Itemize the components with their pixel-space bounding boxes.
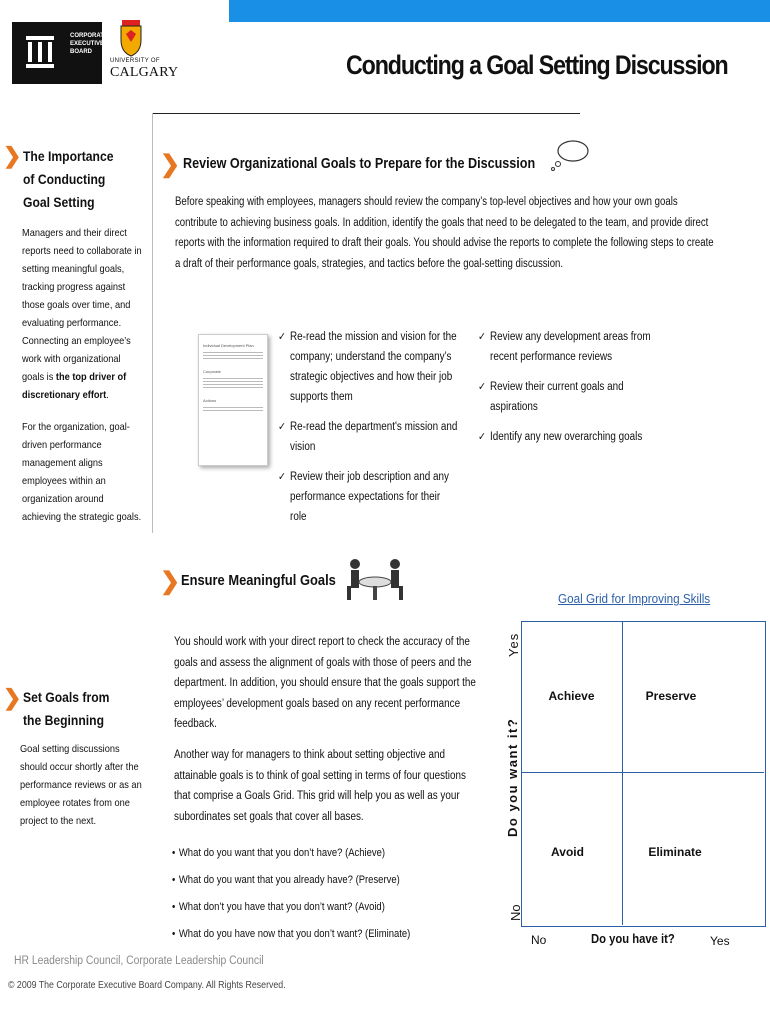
ceb-word-3: BOARD [70,49,92,55]
thumb-rule [203,352,263,353]
ceb-logo-text [68,22,108,84]
bullet-icon: • [172,847,176,859]
check-text: Review their job description and any performance expectations for their role [290,471,449,523]
checkmark-icon: ✓ [478,331,486,343]
check-item [278,467,459,527]
grid-frame [521,621,766,927]
checklist-right [478,327,659,447]
thumb-rule [203,381,263,382]
meaningful-title: Ensure Meaningful Goals [181,572,336,589]
review-title: Review Organizational Goals to Prepare for the Discussion [183,155,536,172]
importance-p1-pre: Managers and their direct reports need to collaborate in setting meaningful goals, tracking progress against those goals over time, and evaluating performance. Connecting an employee’s work with organizational goals is [22,227,142,383]
y-axis-label: Do you want it? [505,717,520,837]
checkmark-icon: ✓ [478,431,486,443]
x-axis-label: Do you have it? [591,932,675,946]
building-icon [12,22,68,84]
checkmark-icon: ✓ [278,421,286,433]
review-chevron-icon: ❯ [160,151,181,178]
thumb-rule [203,410,263,411]
development-plan-thumbnail [198,334,268,466]
grid-horizontal-divider [521,772,764,773]
grid-cell-achieve: Achieve [548,689,595,703]
grid-cell-avoid: Avoid [551,845,584,859]
thumb-rule [203,384,263,385]
thumb-section-1: Corporate [203,369,221,374]
question-item [172,900,447,914]
importance-p1-post: . [106,389,109,401]
bullet-icon: • [172,928,176,940]
beginning-chevron-icon: ❯ [3,685,22,710]
y-axis-yes: Yes [506,632,521,657]
question-item [172,873,447,887]
uc-name-text: CALGARY [110,65,179,80]
thumb-title: Individual Development Plan [203,343,254,348]
check-text: Review their current goals and aspirations [490,381,624,413]
thumb-rule [203,407,263,408]
meeting-table-icon [344,556,406,604]
check-item [478,377,659,417]
question-text: What do you want that you don’t have? (Achieve) [178,847,386,859]
thumb-rule [203,355,263,356]
importance-p1-bold: the top driver of discretionary effort [22,371,127,401]
footer-copyright: © 2009 The Corporate Executive Board Company. All Rights Reserved. [8,980,286,991]
beginning-paragraph: Goal setting discussions should occur shortly after the performance reviews or as an employee rotates from one project to the next. [20,743,142,827]
uc-top-text: UNIVERSITY OF [110,58,160,64]
thumb-rule [203,378,263,379]
question-text: What do you have now that you don’t want? (Eliminate) [178,928,411,940]
importance-paragraph-1 [22,224,145,404]
ceb-logo [12,22,68,84]
ceb-word-2: EXECUTIVE [70,41,105,47]
meaningful-paragraph-2: Another way for managers to think about setting objective and attainable goals is to think of goal setting in terms of four questions that comprise a Goals Grid. This grid will help you as well as your subordinates set goals that cover all bases. [174,749,466,823]
grid-cell-preserve: Preserve [645,689,697,703]
beginning-title: Set Goals from the Beginning [23,690,110,728]
thought-bubble-icon [548,138,590,172]
check-text: Review any development areas from recent performance reviews [490,331,651,363]
checkmark-icon: ✓ [278,471,286,483]
check-item [278,327,459,407]
page-title: Conducting a Goal Setting Discussion [346,50,728,80]
sidebar-divider [152,113,153,533]
grid-title: Goal Grid for Improving Skills [558,591,711,606]
x-axis-yes: Yes [710,934,730,948]
ceb-word-1: CORPORATE [70,33,108,39]
title-rule [152,113,580,114]
meaningful-chevron-icon: ❯ [160,568,181,595]
thumb-rule [203,358,263,359]
question-text: What don’t you have that you don’t want? (Avoid) [178,901,385,913]
thumb-section-2: Actions [203,398,217,403]
importance-paragraph-2: For the organization, goal-driven performance management aligns employees within an organization around achieving the strategic goals. [22,421,142,523]
x-axis-no: No [531,933,547,947]
checkmark-icon: ✓ [478,381,486,393]
check-item [278,417,459,457]
review-body: Before speaking with employees, managers should review the company’s top-level objectives and how your own goals contribute to achieving business goals. In addition, identify the goals that need to be delegated to the team, and provide direct reports with the information required to draft their goals. You should advise the reports to complete the following steps to create a draft of their performance goals, strategies, and tactics before the goal-setting discussion. [175,196,714,270]
question-list [172,846,447,941]
grid-vertical-divider [622,621,623,925]
check-text: Identify any new overarching goals [490,431,643,443]
title-bar-accent [229,0,770,22]
check-text: Re-read the department's mission and vision [290,421,458,453]
importance-title: The Importance of Conducting Goal Setting [23,149,114,210]
checkmark-icon: ✓ [278,331,286,343]
checklist-left [278,327,459,527]
question-item [172,846,447,860]
footer-council: HR Leadership Council, Corporate Leadership Council [14,955,264,967]
bullet-icon: • [172,901,176,913]
grid-cell-eliminate: Eliminate [648,845,702,859]
ceb-tm: TM [94,80,102,86]
question-text: What do you want that you already have? (Preserve) [178,874,400,886]
bullet-icon: • [172,874,176,886]
university-crest-icon [118,18,144,58]
meaningful-paragraph-1: You should work with your direct report to check the accuracy of the goals and assess the alignment of goals with those of peers and the department. In addition, you should ensure that the goals support the employees’ development goals based on any recent performance feedback. [174,636,476,730]
check-item [478,327,659,367]
thumb-rule [203,387,263,388]
check-text: Re-read the mission and vision for the company; understand the company’s strategic objectives and how their job supports them [290,331,457,403]
check-item [478,427,659,447]
importance-chevron-icon: ❯ [3,143,22,168]
y-axis-no: No [508,904,523,921]
question-item [172,927,447,941]
